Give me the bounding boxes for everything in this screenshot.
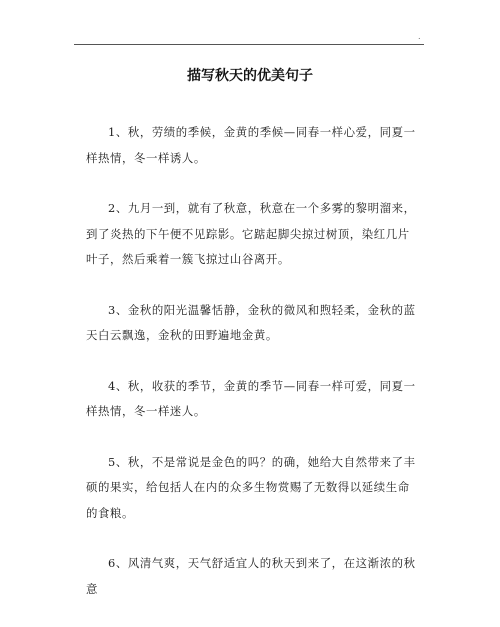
header-rule <box>74 44 424 45</box>
document-title: 描写秋天的优美句子 <box>187 68 313 84</box>
paragraph-6: 6、风清气爽，天气舒适宜人的秋天到来了，在这渐浓的秋意 <box>86 556 416 596</box>
paragraph-3: 3、金秋的阳光温馨恬静，金秋的微风和煦轻柔，金秋的蓝天白云飘逸，金秋的田野遍地金黄。 <box>86 302 416 342</box>
paragraph-2: 2、九月一到，就有了秋意，秋意在一个多雾的黎明溜来，到了炎热的下午便不见踪影。它踮起脚尖掠过树顶，染红几片叶子，然后乘着一簇飞掠过山谷离开。 <box>86 201 416 266</box>
paragraph-5: 5、秋，不是常说是金色的吗？的确，她给大自然带来了丰硕的果实，给包括人在内的众多生物赏赐了无数得以延续生命的食粮。 <box>86 454 416 520</box>
header-mark: . <box>418 32 421 41</box>
document-body <box>86 120 421 627</box>
paragraph-4: 4、秋，收获的季节，金黄的季节—同春一样可爱，同夏一样热情，冬一样迷人。 <box>86 378 416 418</box>
paragraph-1: 1、秋，劳绩的季候，金黄的季候—同春一样心爱，同夏一样热情，冬一样诱人。 <box>86 125 416 165</box>
